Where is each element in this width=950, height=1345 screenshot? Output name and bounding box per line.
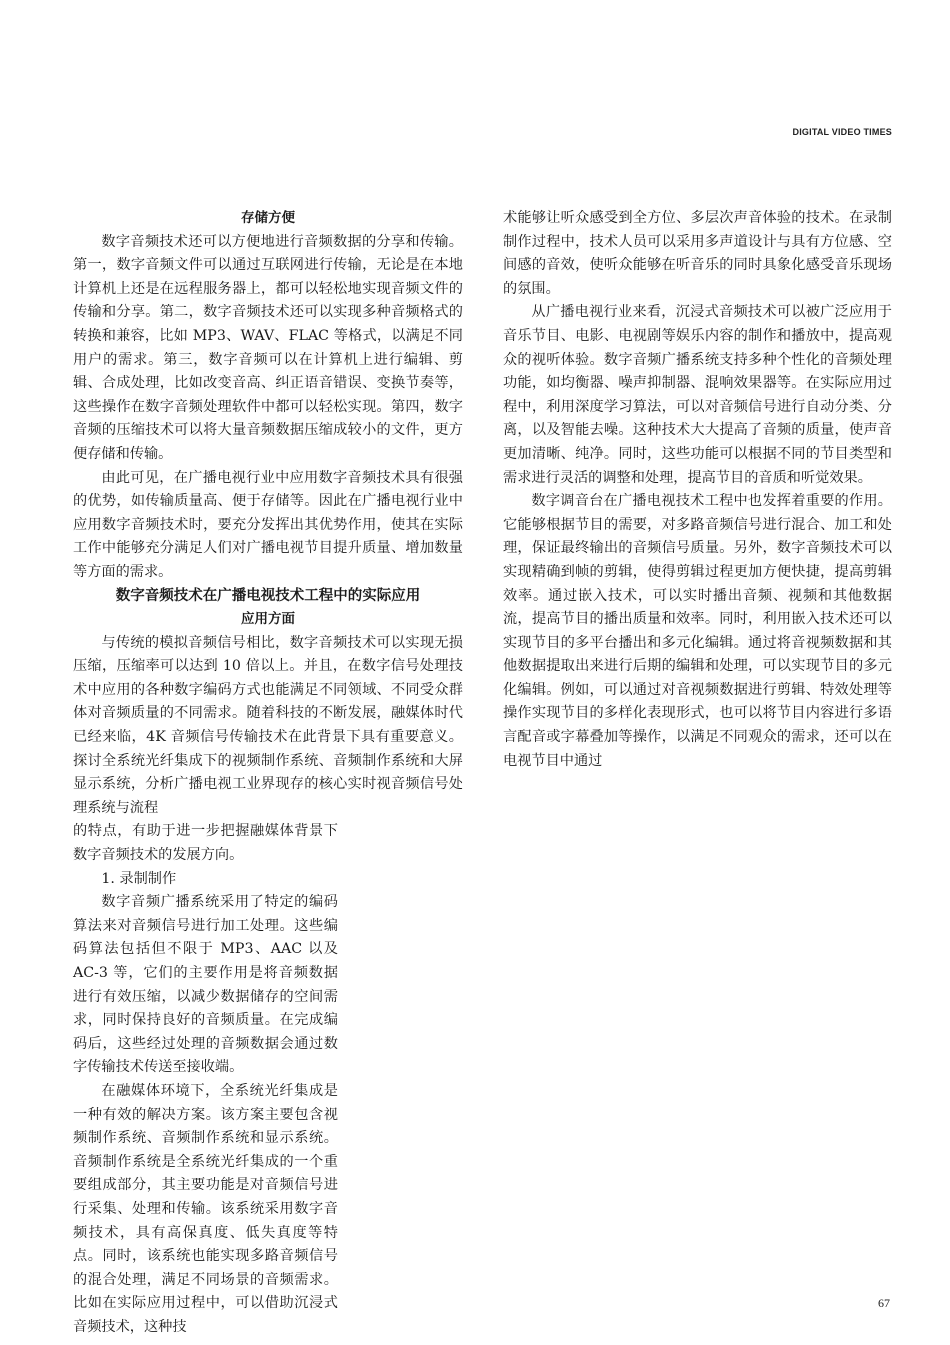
paragraph: 从广播电视行业来看，沉浸式音频技术可以被广泛应用于音乐节目、电影、电视剧等娱乐内容的制作和播放中，提高观众的视听体验。数字音频广播系统支持多种个性化的音频处理功能，如均衡器、噪声抑制器、混响效果器等。在实际应用过程中，利用深度学习算法，可以对音频信号进行自动分类、分离，以及智能去噪。这种技术大大提高了音频的质量，使声音更加清晰、纯净。同时，这些功能可以根据不同的节目类型和需求进行灵活的调整和处理，提高节目的音质和听觉效果。 [503,304,892,486]
storage-heading: 存储方便 [241,210,295,226]
journal-header: DIGITAL VIDEO TIMES [792,127,892,137]
paragraph: 数字调音台在广播电视技术工程中也发挥着重要的作用。它能够根据节目的需要，对多路音频信号进行混合、加工和处理，保证最终输出的音频信号质量。另外，数字音频技术可以实现精确到帧的剪辑，使得剪辑过程更加方便快捷，提高剪辑效率。通过嵌入技术，可以实时播出音频、视频和其他数据流，提高节目的播出质量和效率。同时，利用嵌入技术还可以实现节目的多平台播出和多元化编辑。通过将音视频数据和其他数据提取出来进行后期的编辑和处理，可以实现节目的多元化编辑。例如，可以通过对音视频数据进行剪辑、特效处理等操作实现节目的多样化表现形式，也可以将节目内容进行多语言配音或字幕叠加等操作，以满足不同观众的需求，还可以在电视节目中通过 [503,493,892,769]
paragraph: 与传统的模拟音频信号相比，数字音频技术可以实现无损压缩，压缩率可以达到 10 倍以上。并且，在数字信号处理技术中应用的各种数字编码方式也能满足不同领域、不同受众群体对音频质量的不同需求。随着科技的不断发展，融媒体时代已经来临，4K 音频信号传输技术在此背景下具有重要意义。探讨全系统光纤集成下的视频制作系统、音频制作系统和大屏显示系统，分析广播电视工业界现存的核心实时视音频信号处理系统与流程 [73,634,463,816]
page-number: 67 [878,1296,890,1310]
paragraph: 由此可见，在广播电视行业中应用数字音频技术具有很强的优势，如传输质量高、便于存储等。因此在广播电视行业中应用数字音频技术时，要充分发挥出其优势作用，使其在实际工作中能够充分满足人们对广播电视节目提升质量、增加数量等方面的需求。 [73,469,463,580]
section-title: 数字音频技术在广播电视技术工程中的实际应用 [115,587,421,604]
list-item-heading: 1. 录制制作 [101,870,177,887]
right-column [503,207,892,773]
application-heading: 应用方面 [241,611,295,628]
left-column [73,207,463,1340]
paragraph: 在融媒体环境下，全系统光纤集成是一种有效的解决方案。该方案主要包含视频制作系统、音频制作系统和显示系统。音频制作系统是全系统光纤集成的一个重要组成部分，其主要功能是对音频信号进行采集、处理和传输。该系统采用数字音频技术，具有高保真度、低失真度等特点。同时，该系统也能实现多路音频信号的混合处理，满足不同场景的音频需求。比如在实际应用过程中，可以借助沉浸式音频技术，这种技 [73,1082,338,1335]
paragraph-continued: 术能够让听众感受到全方位、多层次声音体验的技术。在录制制作过程中，技术人员可以采用多声道设计与具有方位感、空间感的音效，使听众能够在听音乐的同时具象化感受音乐现场的氛围。 [503,210,892,297]
paragraph: 数字音频广播系统采用了特定的编码算法来对音频信号进行加工处理。这些编码算法包括但不限于 MP3、AAC 以及 AC-3 等，它们的主要作用是将音频数据进行有效压缩，以减少数据储存的空间需求，同时保持良好的音频质量。在完成编码后，这些经过处理的音频数据会通过数字传输技术传送至接收端。 [73,894,338,1076]
paragraph: 数字音频技术还可以方便地进行音频数据的分享和传输。第一，数字音频文件可以通过互联网进行传输，无论是在本地计算机上还是在远程服务器上，都可以轻松地实现音频文件的传输和分享。第二，数字音频技术还可以实现多种音频格式的转换和兼容，比如 MP3、WAV、FLAC 等格式，以满足不同用户的需求。第三，数字音频可以在计算机上进行编辑、剪辑、合成处理，比如改变音高、纠正语音错误、变换节奏等，这些操作在数字音频处理软件中都可以轻松实现。第四，数字音频的压缩技术可以将大量音频数据压缩成较小的文件，更方便存储和传输。 [73,233,463,462]
paragraph-continued: 的特点，有助于进一步把握融媒体背景下数字音频技术的发展方向。 [73,823,338,864]
